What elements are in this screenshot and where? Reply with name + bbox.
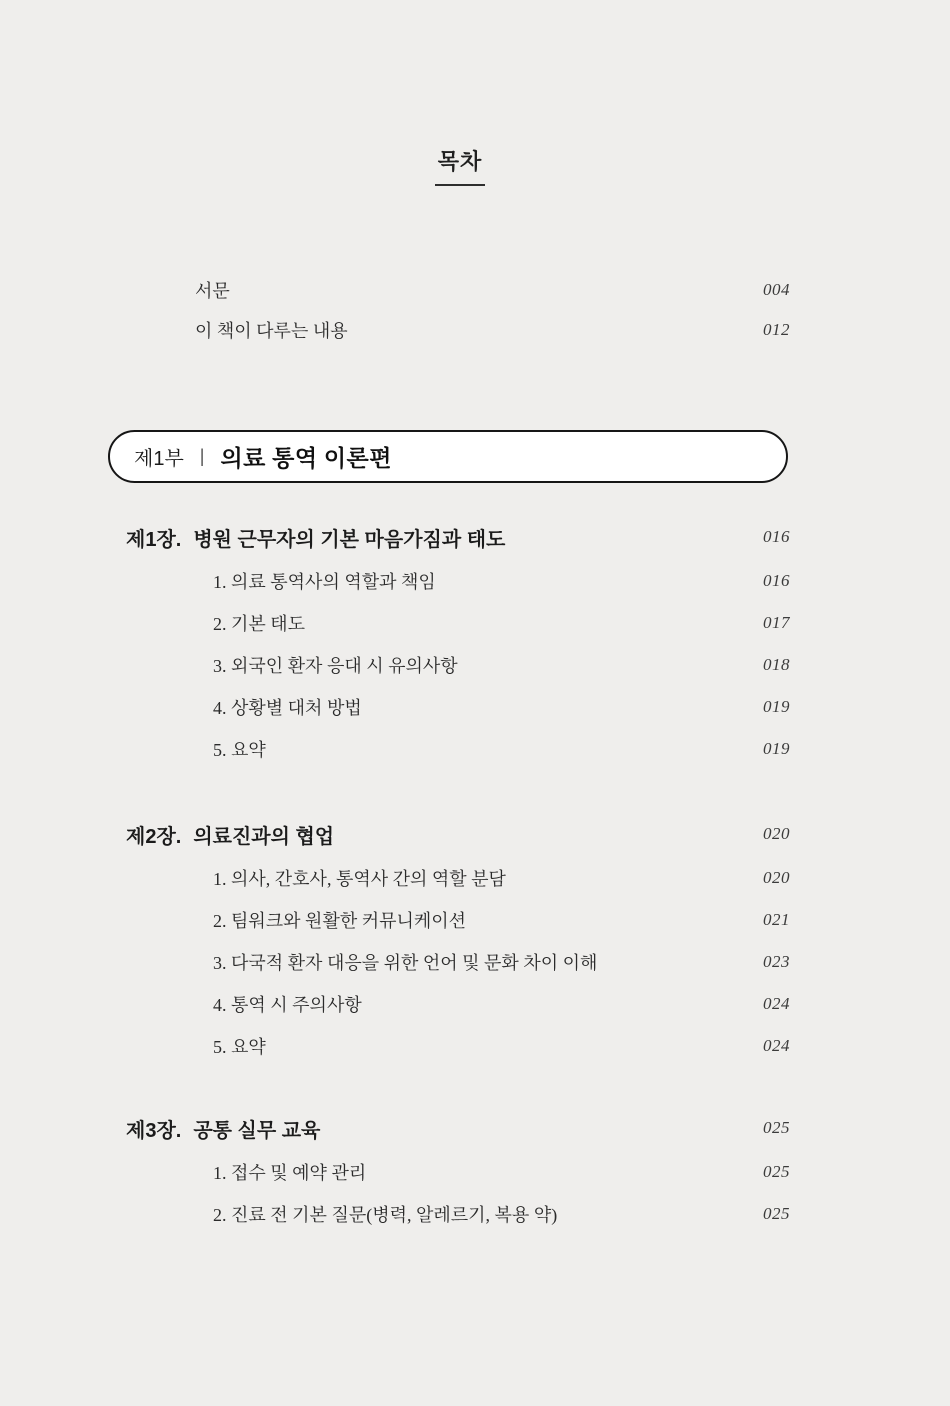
part-title: 의료 통역 이론편 [220,446,392,471]
front-matter-section [195,270,790,350]
entry-label: 이 책이 다루는 내용 [195,321,348,341]
chapter-title [126,1114,320,1143]
page-number: 021 [763,910,790,929]
toc-entry [0,1193,950,1235]
toc-entry [0,899,950,941]
entry-label: 3. 외국인 환자 응대 시 유의사항 [213,656,458,676]
chapter-title [126,820,334,849]
entry-label: 2. 진료 전 기본 질문(병력, 알레르기, 복용 약) [213,1205,558,1225]
page-number: 024 [763,994,790,1013]
page-title-wrap [0,145,950,186]
entry-label: 2. 기본 태도 [213,614,306,634]
page-number: 025 [763,1204,790,1223]
part-number: 제1부 [134,448,184,470]
chapter-number: 제2장. [126,825,182,848]
entry-label: 5. 요약 [213,740,266,760]
part-1-header [108,430,788,483]
chapter-title-text: 공통 실무 교육 [193,1119,321,1142]
page-number: 012 [763,320,790,339]
toc-entry [0,1151,950,1193]
page-number: 019 [763,697,790,716]
page-title: 목차 [435,145,486,186]
page-number: 025 [763,1162,790,1181]
entry-label: 서문 [195,281,230,301]
page-number: 004 [763,280,790,299]
toc-entry [0,941,950,983]
chapter-2-heading [0,818,950,850]
chapter-title-text: 병원 근무자의 기본 마음가짐과 태도 [193,528,506,551]
entry-label: 5. 요약 [213,1037,266,1057]
entry-label: 4. 상황별 대처 방법 [213,698,362,718]
page-number: 017 [763,613,790,632]
toc-entry [0,644,950,686]
page-number: 020 [763,824,790,843]
chapter-title-text: 의료진과의 협업 [193,825,335,848]
toc-entry [0,602,950,644]
entry-label: 3. 다국적 환자 대응을 위한 언어 및 문화 차이 이해 [213,953,598,973]
toc-entry [0,560,950,602]
toc-entry [0,857,950,899]
chapter-3-items [0,1151,950,1235]
chapter-2-section [0,818,950,1067]
chapter-1-section [0,521,950,770]
entry-label: 1. 접수 및 예약 관리 [213,1163,367,1183]
page-number: 023 [763,952,790,971]
entry-label: 1. 의사, 간호사, 통역사 간의 역할 분담 [213,869,506,889]
chapter-3-section [0,1112,950,1235]
toc-entry-book-overview [195,310,790,350]
chapter-number: 제1장. [126,528,182,551]
chapter-number: 제3장. [126,1119,182,1142]
chapter-title [126,523,505,552]
entry-label: 4. 통역 시 주의사항 [213,995,362,1015]
page-number: 016 [763,527,790,546]
toc-entry-preface [195,270,790,310]
page-number: 020 [763,868,790,887]
chapter-1-heading [0,521,950,553]
toc-entry [0,686,950,728]
page-number: 024 [763,1036,790,1055]
toc-entry [0,1025,950,1067]
chapter-2-items [0,857,950,1067]
entry-label: 2. 팀워크와 원활한 커뮤니케이션 [213,911,467,931]
page-number: 019 [763,739,790,758]
page-number: 016 [763,571,790,590]
page-number: 025 [763,1118,790,1137]
toc-entry [0,983,950,1025]
toc-entry [0,728,950,770]
part-divider: | [199,446,205,466]
chapter-1-items [0,560,950,770]
page-number: 018 [763,655,790,674]
chapter-3-heading [0,1112,950,1144]
entry-label: 1. 의료 통역사의 역할과 책임 [213,572,436,592]
